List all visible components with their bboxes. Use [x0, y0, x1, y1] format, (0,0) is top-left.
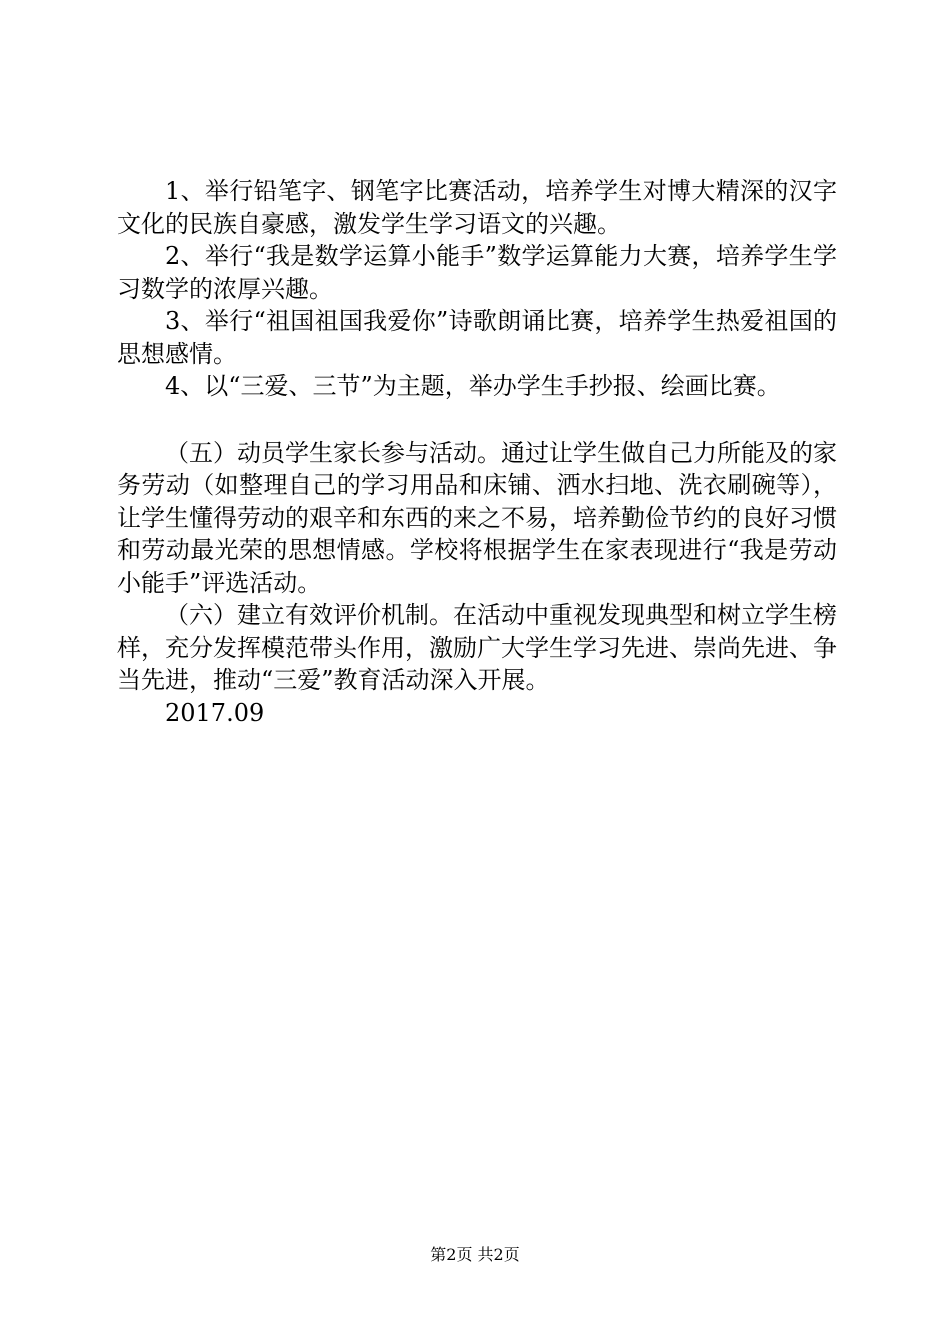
document-body: [117, 175, 837, 729]
activity-item-3: 3、举行“祖国祖国我爱你”诗歌朗诵比赛，培养学生热爱祖国的思想感情。: [117, 307, 837, 368]
activity-item-2: 2、举行“我是数学运算小能手”数学运算能力大赛，培养学生学习数学的浓厚兴趣。: [117, 242, 837, 303]
section-5-paragraph: （五）动员学生家长参与活动。通过让学生做自己力所能及的家务劳动（如整理自己的学习用品和床铺、洒水扫地、洗衣刷碗等），让学生懂得劳动的艰辛和东西的来之不易，培养勤俭节约的良好习惯和劳动最光荣的思想情感。学校将根据学生在家表现进行“我是劳动小能手”评选活动。: [117, 438, 837, 597]
section-6-paragraph: （六）建立有效评价机制。在活动中重视发现典型和树立学生榜样，充分发挥模范带头作用，激励广大学生学习先进、崇尚先进、争当先进，推动“三爱”教育活动深入开展。: [117, 601, 837, 694]
activity-item-1: 1、举行铅笔字、钢笔字比赛活动，培养学生对博大精深的汉字文化的民族自豪感，激发学生学习语文的兴趣。: [117, 177, 837, 238]
document-date: 2017.09: [165, 698, 265, 727]
paragraph-spacer: [117, 403, 837, 437]
page-footer: 第2页 共2页: [430, 1245, 520, 1264]
activity-item-4: 4、以“三爱、三节”为主题，举办学生手抄报、绘画比赛。: [165, 372, 781, 400]
